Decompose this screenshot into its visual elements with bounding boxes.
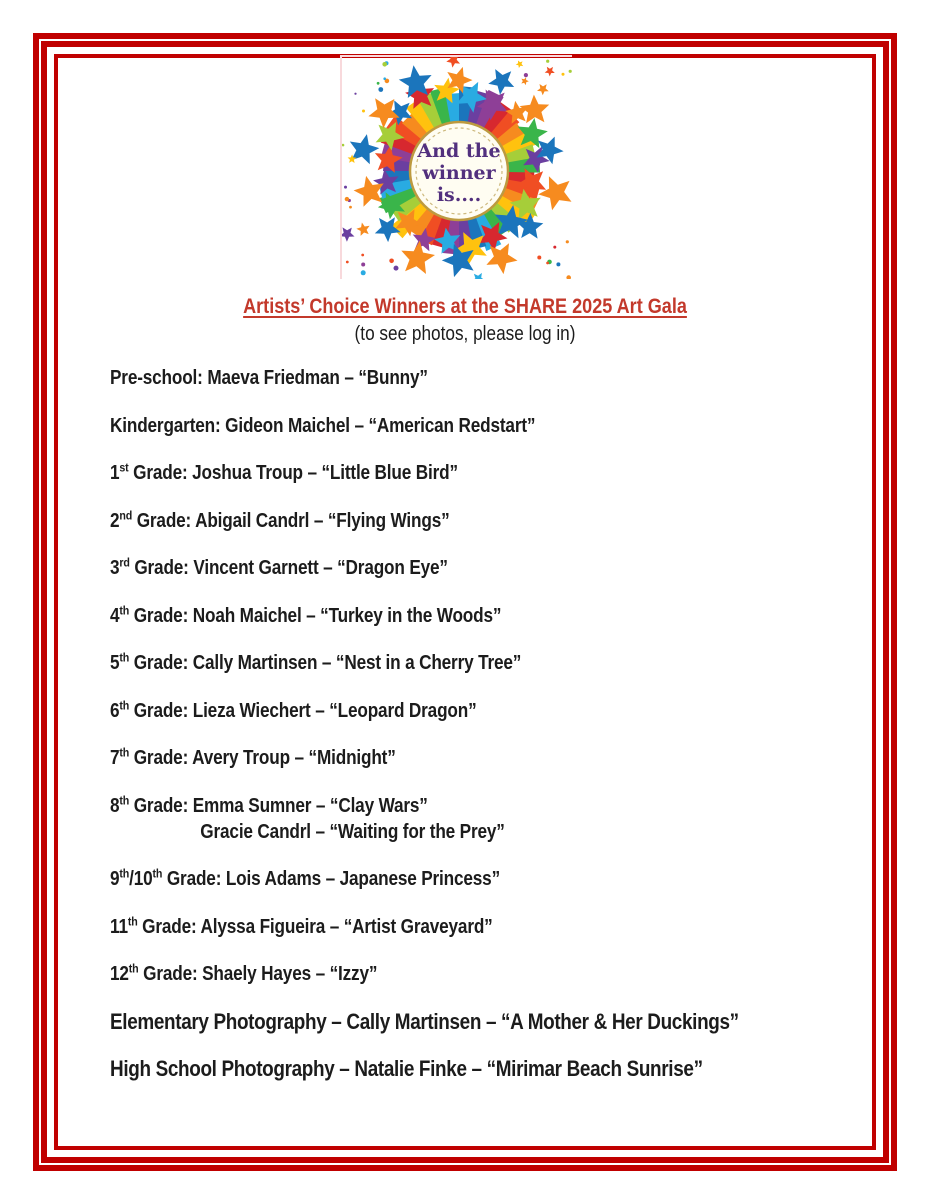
star-shape: [488, 69, 514, 95]
confetti-dot: [349, 206, 352, 209]
winner-entry: [110, 745, 841, 771]
winner-entry: [110, 1009, 841, 1035]
star-shape: [537, 84, 549, 95]
confetti-dot: [378, 87, 383, 92]
entry-text-part: 2: [110, 509, 120, 532]
entry-text-part: Grade: Lieza Wiechert – “Leopard Dragon”: [129, 699, 477, 722]
ordinal-superscript: th: [119, 866, 130, 881]
winner-entry-text: [110, 1009, 739, 1035]
winner-entry-text: [110, 603, 739, 629]
winner-starburst-image: [340, 55, 572, 279]
confetti-dot: [389, 259, 394, 264]
winner-entry-text: [110, 555, 739, 581]
winner-entry: [110, 508, 841, 534]
entry-text-part: 5: [110, 652, 120, 674]
winner-entry: [110, 413, 841, 439]
winner-entry-continuation: Gracie Candrl – “Waiting for the Prey”: [200, 820, 505, 843]
entry-text-part: Grade: Shaely Hayes – “Izzy”: [138, 963, 378, 985]
winner-text-line3: is....: [436, 184, 482, 206]
star-shape: [356, 223, 369, 236]
star-shape: [545, 67, 555, 77]
entry-text-part: 11: [110, 915, 128, 938]
ordinal-superscript: th: [119, 602, 130, 617]
entry-text-part: 9: [110, 868, 120, 890]
entry-text-part: High School Photography – Natalie Finke – “Mirimar Beach Sunrise”: [110, 1056, 703, 1081]
confetti-dot: [524, 73, 528, 77]
winner-entry: [110, 603, 841, 629]
entry-text-part: Grade: Joshua Troup – “Little Blue Bird”: [128, 462, 458, 484]
winner-entry: [110, 650, 841, 676]
star-shape: [472, 273, 485, 279]
winner-text-line2: winner: [422, 162, 496, 184]
star-shape: [350, 134, 380, 164]
ordinal-superscript: th: [127, 913, 138, 928]
winner-entry-text: [110, 650, 739, 676]
winner-entry-text: [110, 866, 739, 892]
entry-text-part: /10: [129, 868, 153, 890]
star-shape: [446, 55, 460, 68]
confetti-dot: [361, 254, 364, 257]
winner-entry-text: [110, 508, 739, 534]
confetti-dot: [537, 256, 541, 260]
confetti-dot: [383, 77, 386, 80]
entry-text-part: 12: [110, 963, 129, 985]
entry-text-part: 1: [110, 462, 120, 484]
confetti-dot: [562, 73, 565, 76]
entry-text-part: Elementary Photography – Cally Martinsen – “A Mother & Her Duckings”: [110, 1008, 739, 1034]
winner-entry: [110, 866, 841, 892]
confetti-dot: [342, 144, 345, 147]
confetti-dot: [382, 62, 387, 67]
ordinal-superscript: th: [119, 650, 130, 665]
star-shape: [516, 61, 524, 69]
winner-entry-text: [110, 745, 739, 771]
ordinal-superscript: th: [119, 697, 130, 712]
entry-text-part: Grade: Alyssa Figueira – “Artist Graveyard”: [137, 915, 493, 938]
star-shape: [486, 243, 517, 274]
entry-text-part: Grade: Avery Troup – “Midnight”: [129, 747, 396, 769]
confetti-dot: [362, 110, 365, 113]
winner-entry: [110, 914, 841, 940]
star-shape: [340, 227, 355, 241]
star-shape: [375, 217, 401, 242]
winner-text-line1: And the: [417, 140, 501, 162]
winner-entry: [110, 365, 841, 391]
page-subtitle: (to see photos, please log in): [354, 323, 576, 345]
confetti-dot: [354, 93, 356, 95]
confetti-dot: [546, 60, 549, 63]
entry-text-part: Grade: Vincent Garnett – “Dragon Eye”: [129, 557, 448, 579]
entry-text-part: 7: [110, 747, 120, 769]
entry-text-part: Kindergarten: Gideon Maichel – “American Redstart”: [110, 414, 536, 437]
winner-entry-text: [110, 961, 739, 987]
winner-entry-text: [110, 698, 739, 724]
entry-text-part: Grade: Abigail Candrl – “Flying Wings”: [132, 509, 450, 532]
confetti-dot: [346, 261, 349, 264]
winner-entry: [110, 1056, 841, 1082]
confetti-dot: [361, 270, 366, 275]
ordinal-superscript: th: [119, 792, 130, 807]
winner-entry: [110, 460, 841, 486]
confetti-dot: [345, 197, 349, 201]
confetti-dot: [566, 240, 569, 243]
star-shape: [521, 77, 529, 85]
confetti-dot: [569, 70, 572, 73]
entry-text-part: 6: [110, 699, 120, 722]
entry-text-part: Grade: Emma Sumner – “Clay Wars”: [129, 794, 428, 817]
confetti-dot: [553, 246, 556, 249]
ordinal-superscript: st: [119, 460, 129, 475]
winner-entry: [110, 698, 841, 724]
page-title: Artists’ Choice Winners at the SHARE 2025 Art Gala: [243, 295, 687, 318]
entry-text-part: 4: [110, 604, 120, 627]
ordinal-superscript: th: [128, 961, 139, 976]
confetti-dot: [344, 186, 347, 189]
confetti-dot: [546, 262, 549, 265]
winner-entry: [110, 793, 841, 845]
winner-entry: [110, 961, 841, 987]
winner-entry-text: [110, 1056, 739, 1082]
winner-entry: [110, 555, 841, 581]
star-shape: [401, 241, 435, 274]
ordinal-superscript: nd: [119, 507, 133, 522]
confetti-dot: [361, 263, 365, 267]
ordinal-superscript: th: [119, 745, 130, 760]
entry-text-part: Grade: Noah Maichel – “Turkey in the Woods”: [129, 604, 502, 627]
entry-text-part: Grade: Lois Adams – Japanese Princess”: [162, 868, 500, 890]
winner-entry-text: [110, 460, 739, 486]
entry-text-part: 3: [110, 557, 120, 579]
confetti-dot: [394, 266, 399, 271]
entry-text-part: 8: [110, 794, 120, 817]
confetti-dot: [556, 262, 560, 266]
entry-text-part: Pre-school: Maeva Friedman – “Bunny”: [110, 367, 428, 389]
ordinal-superscript: rd: [119, 555, 130, 570]
confetti-dot: [377, 82, 380, 85]
star-shape: [538, 176, 571, 210]
winner-entry-text: [110, 793, 739, 819]
entry-text-part: Grade: Cally Martinsen – “Nest in a Cherry Tree”: [129, 652, 522, 674]
winner-entry-text: [110, 413, 739, 439]
winners-list: [110, 365, 841, 1104]
winner-entry-text: [110, 365, 739, 391]
ordinal-superscript: th: [152, 866, 163, 881]
confetti-dot: [566, 275, 571, 279]
winner-entry-text: [110, 914, 739, 940]
